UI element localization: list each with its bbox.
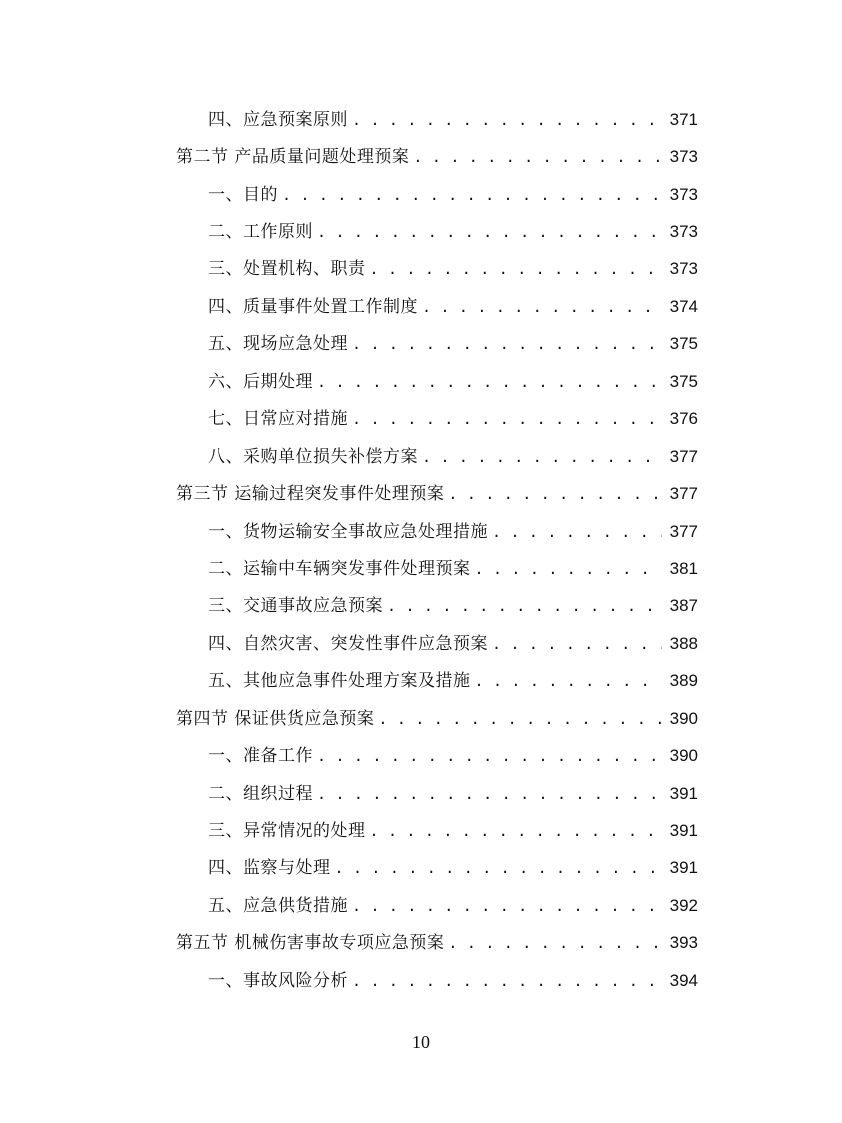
toc-dot-leader [317,784,662,804]
toc-entry[interactable] [0,213,842,250]
toc-dot-leader [317,746,662,766]
toc-entry-page: 373 [669,222,698,242]
toc-entry-title: 第三节 运输过程突发事件处理预案 [176,484,445,505]
toc-dot-leader [352,971,662,991]
toc-entry-title: 第二节 产品质量问题处理预案 [176,147,410,168]
toc-entry[interactable] [0,101,842,138]
toc-entry-page: 387 [669,596,698,616]
toc-entry[interactable] [0,438,842,475]
toc-entry[interactable] [0,288,842,325]
toc-entry-title: 一、事故风险分析 [208,970,348,991]
toc-entry-page: 373 [669,259,698,279]
toc-dot-leader [352,896,662,916]
toc-entry-title: 五、现场应急处理 [208,334,348,355]
toc-dot-leader [492,634,662,654]
toc-entry[interactable] [0,775,842,812]
toc-entry-title: 四、自然灾害、突发性事件应急预案 [208,633,488,654]
toc-entry-page: 390 [669,708,698,728]
toc-entry[interactable] [0,550,842,587]
toc-entry-title: 五、应急供货措施 [208,895,348,916]
toc-dot-leader [475,559,663,579]
toc-dot-leader [317,372,662,392]
toc-entry[interactable] [0,850,842,887]
toc-dot-leader [370,259,663,279]
toc-dot-leader [387,596,662,616]
toc-entry[interactable] [0,251,842,288]
toc-entry-page: 381 [669,558,698,578]
toc-entry-title: 一、准备工作 [208,746,313,767]
toc-entry-page: 371 [669,109,698,129]
toc-entry[interactable] [0,663,842,700]
toc-section-entry[interactable] [0,475,842,512]
toc-entry-page: 375 [669,371,698,391]
toc-entry-title: 三、异常情况的处理 [208,821,366,842]
toc-entry-page: 375 [669,334,698,354]
toc-entry-page: 376 [669,409,698,429]
toc-entry-title: 第四节 保证供货应急预案 [176,708,375,729]
toc-entry[interactable] [0,176,842,213]
toc-dot-leader [282,185,662,205]
toc-entry-page: 377 [669,484,698,504]
toc-entry-page: 373 [669,184,698,204]
toc-dot-leader [422,447,662,467]
toc-dot-leader [352,409,662,429]
toc-dot-leader [378,709,662,729]
toc-entry[interactable] [0,363,842,400]
toc-entry-title: 二、工作原则 [208,222,313,243]
toc-entry-title: 四、监察与处理 [208,858,331,879]
toc-dot-leader [352,110,662,130]
toc-dot-leader [335,858,663,878]
toc-dot-leader [317,222,662,242]
toc-entry-page: 391 [669,821,698,841]
toc-entry[interactable] [0,962,842,999]
toc-entry-page: 388 [669,633,698,653]
toc-entry-page: 391 [669,858,698,878]
toc-entry-title: 四、应急预案原则 [208,109,348,130]
toc-entry-page: 377 [669,446,698,466]
toc-entry-title: 第五节 机械伤害事故专项应急预案 [176,933,445,954]
toc-entry-page: 392 [669,895,698,915]
toc-entry-title: 二、运输中车辆突发事件处理预案 [208,558,471,579]
toc-dot-leader [492,522,662,542]
toc-entry[interactable] [0,737,842,774]
toc-dot-leader [448,484,662,504]
toc-entry-page: 377 [669,521,698,541]
toc-entry[interactable] [0,812,842,849]
toc-entry-page: 393 [669,933,698,953]
toc-entry-page: 391 [669,783,698,803]
toc-section-entry[interactable] [0,138,842,175]
toc-entry-title: 五、其他应急事件处理方案及措施 [208,671,471,692]
toc-entry[interactable] [0,513,842,550]
toc-entry-title: 三、处置机构、职责 [208,259,366,280]
toc-section-entry[interactable] [0,700,842,737]
toc-entry-title: 一、目的 [208,184,278,205]
toc-entry[interactable] [0,887,842,924]
table-of-contents [0,101,842,1000]
toc-entry-title: 四、质量事件处置工作制度 [208,296,418,317]
toc-entry-page: 394 [669,970,698,990]
toc-entry[interactable] [0,588,842,625]
toc-dot-leader [413,147,662,167]
toc-entry-page: 374 [669,296,698,316]
toc-entry[interactable] [0,326,842,363]
toc-dot-leader [448,933,662,953]
toc-dot-leader [370,821,663,841]
toc-dot-leader [422,297,662,317]
toc-entry-title: 六、后期处理 [208,371,313,392]
toc-dot-leader [352,334,662,354]
toc-entry-title: 三、交通事故应急预案 [208,596,383,617]
toc-section-entry[interactable] [0,925,842,962]
toc-entry-title: 一、货物运输安全事故应急处理措施 [208,521,488,542]
toc-entry-page: 390 [669,746,698,766]
toc-entry-page: 389 [669,671,698,691]
toc-dot-leader [475,671,663,691]
toc-entry-page: 373 [669,147,698,167]
toc-entry-title: 八、采购单位损失补偿方案 [208,446,418,467]
toc-entry-title: 二、组织过程 [208,783,313,804]
toc-entry[interactable] [0,625,842,662]
toc-entry[interactable] [0,401,842,438]
toc-entry-title: 七、日常应对措施 [208,409,348,430]
page-number: 10 [412,1032,430,1052]
